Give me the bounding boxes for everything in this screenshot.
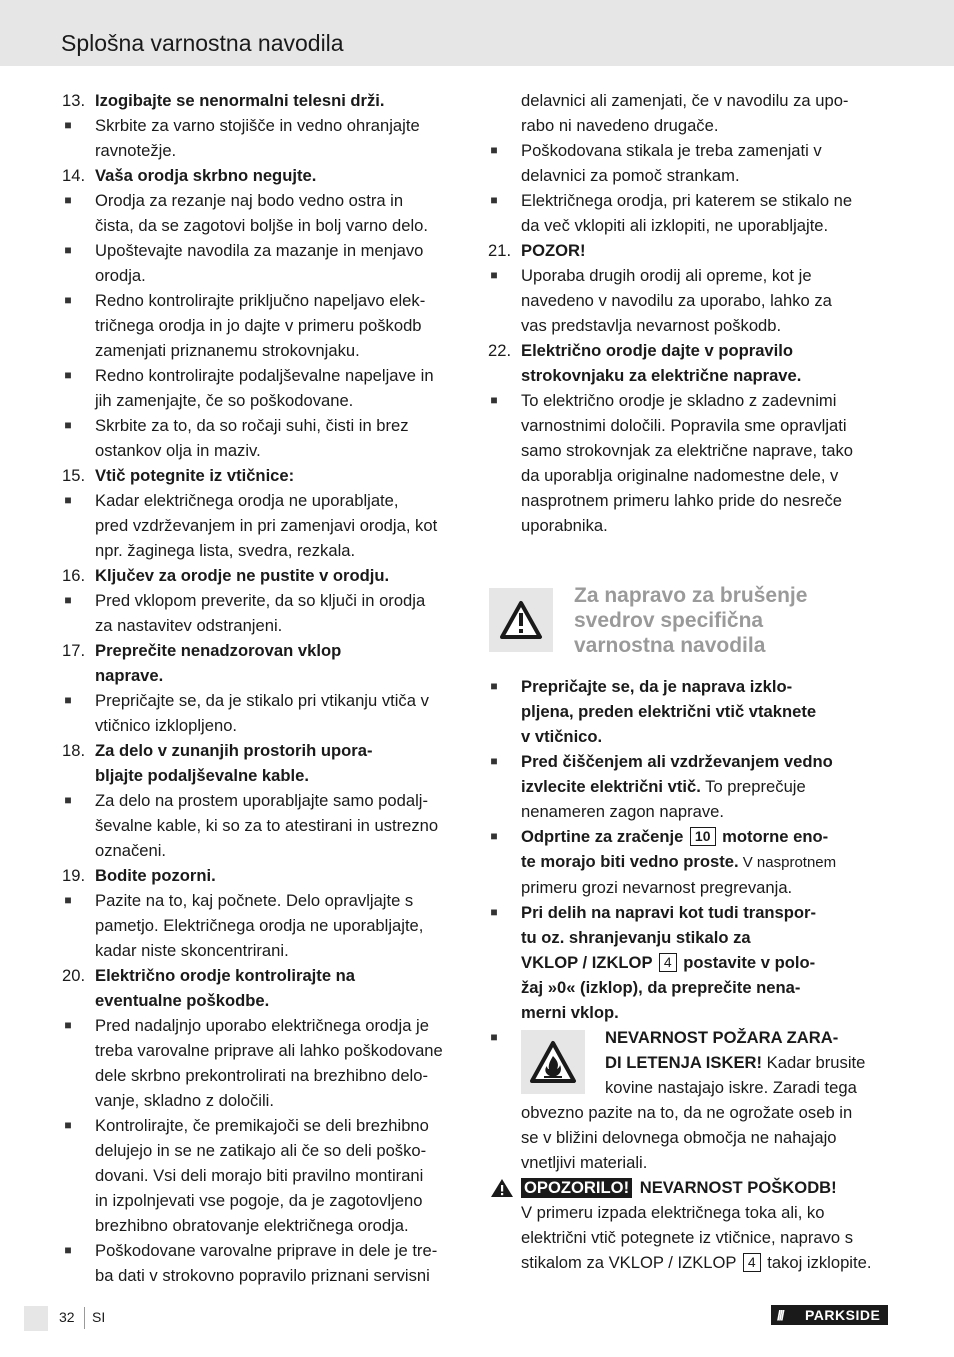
text-line: vtičnico izklopljeno. [95, 716, 238, 735]
language-code: SI [92, 1309, 106, 1325]
text-line: ba dati v strokovno popravilo priznani servisni [95, 1266, 430, 1285]
section-title-line: Za napravo za brušenje [574, 584, 808, 607]
footer-marker [24, 1306, 48, 1331]
section-title-line: varnostna navodila [574, 634, 766, 657]
text-line: Pazite na to, kaj počnete. Delo opravljajte s [95, 891, 414, 910]
text-line: Ključev za orodje ne pustite v orodju. [95, 566, 390, 585]
text-line: naprave. [95, 666, 164, 685]
text-line: varnostnimi določili. Popravila sme opravljati [521, 416, 847, 435]
list-item [488, 388, 894, 538]
numbered-heading [62, 163, 472, 188]
text-line: rabo ni navedeno drugače. [521, 116, 719, 135]
text-line: uporabnika. [521, 516, 608, 535]
text-line: To električno orodje je skladno z zadevnimi [521, 391, 837, 410]
text-line: nasprotnem primeru lahko pride do nesreče [521, 491, 842, 510]
text-line: bljajte podaljševalne kable. [95, 766, 309, 785]
text-line: jih zamenjajte, če so poškodovane. [95, 391, 354, 410]
fire-hazard-icon [529, 1040, 577, 1084]
text-line: Vtič potegnite iz vtičnice: [95, 466, 295, 485]
list-item [62, 488, 472, 563]
list-item [62, 188, 472, 238]
bullet-marker: ■ [490, 393, 498, 407]
numbered-heading [62, 963, 472, 1013]
text-line: dovani. Vsi deli morajo biti pravilno montirani [95, 1166, 424, 1185]
text-line: zamenjati priznanemu strokovnjaku. [95, 341, 360, 360]
text-line: samo strokovnjak za električne naprave, tako [521, 441, 854, 460]
list-item [488, 88, 894, 138]
bullet-marker: ■ [64, 893, 72, 907]
bullet-marker: ■ [490, 905, 498, 919]
text-line: Skrbite za to, da so ročaji suhi, čisti in brez [95, 416, 409, 435]
text-line: Orodja za rezanje naj bodo vedno ostra in [95, 191, 404, 210]
text-line: ostankov olja in maziv. [95, 441, 261, 460]
text-line: brezhibno obratovanje električnega orodja. [95, 1216, 409, 1235]
text-line: Električno orodje dajte v popravilo [521, 341, 794, 360]
bullet-marker: ■ [490, 754, 498, 768]
section-heading [488, 583, 894, 655]
numbered-heading [62, 638, 472, 688]
text-line: Električnega orodja, pri katerem se stikalo ne [521, 191, 853, 210]
bullet-marker: ■ [64, 493, 72, 507]
text-line: vas predstavlja nevarnost poškodb. [521, 316, 782, 335]
item-number: 19. [62, 866, 86, 885]
text-line: in izpolnjevati vse pogoje, da je zagotovljeno [95, 1191, 423, 1210]
item-number: 17. [62, 641, 86, 660]
text-line: dele skrbno prekontrolirati na brezhibno delo- [95, 1066, 428, 1085]
text-line: da uporablja originalne nadomestne dele, v [521, 466, 839, 485]
bullet-marker: ■ [64, 1018, 72, 1032]
text-line: da več vklopiti ali izklopiti, ne uporabljajte. [521, 216, 829, 235]
text-line: čista, da se zagotovi boljše in bolj varno delo. [95, 216, 428, 235]
bullet-marker: ■ [490, 679, 498, 693]
list-item [488, 263, 894, 338]
part-reference: 4 [659, 953, 677, 972]
bullet-marker: ■ [64, 693, 72, 707]
text-line: Za delo v zunanjih prostorih upora- [95, 741, 373, 760]
section-title [574, 583, 894, 658]
text-line: kadar niste skoncentrirani. [95, 941, 289, 960]
numbered-heading [62, 88, 472, 113]
warning-badge: OPOZORILO! [521, 1178, 632, 1198]
numbered-heading [62, 863, 472, 888]
text-line: POZOR! [521, 241, 586, 260]
text-line: tričnega orodja in jo dajte v primeru poškodb [95, 316, 422, 335]
list-item [62, 788, 472, 863]
list-item: ■ Prepričajte se, da je naprava izklo- pljena, preden električni vtič vtaknete v vtičnico. [488, 674, 894, 749]
text-line: ravnotežje. [95, 141, 177, 160]
list-item [488, 138, 894, 188]
text-line: Vaša orodja skrbno negujte. [95, 166, 317, 185]
item-number: 22. [488, 341, 512, 360]
bullet-marker: ■ [490, 1030, 498, 1044]
list-item: ■ Pri delih na napravi kot tudi transpor- tu oz. shranjevanju stikalo za VKLOP / IZKLOP 4 postavite v polo- žaj »0« (izklop), da preprečite nena- merni vklop. [488, 900, 894, 1025]
page-title: Splošna varnostna navodila [61, 30, 344, 56]
part-reference: 10 [690, 827, 716, 846]
footer-divider [84, 1307, 85, 1329]
item-number: 20. [62, 966, 86, 985]
list-item [62, 1238, 472, 1288]
item-number: 15. [62, 466, 86, 485]
text-line: delavnici za pomoč strankam. [521, 166, 740, 185]
text-line: Poškodovane varovalne priprave in dele je tre- [95, 1241, 438, 1260]
text-line: Pred nadaljnjo uporabo električnega orodja je [95, 1016, 429, 1035]
text-line: označeni. [95, 841, 167, 860]
numbered-heading [488, 238, 894, 263]
text-line: Pred vklopom preverite, da so ključi in orodja [95, 591, 426, 610]
page-header [0, 0, 954, 66]
text-line: strokovnjaku za električne naprave. [521, 366, 802, 385]
bullet-marker: ■ [64, 193, 72, 207]
text-line: Kontrolirajte, če premikajoči se deli brezhibno [95, 1116, 429, 1135]
text-line: Za delo na prostem uporabljajte samo podalj- [95, 791, 428, 810]
list-item [62, 363, 472, 413]
right-column-list [488, 88, 894, 538]
numbered-heading [62, 738, 472, 788]
list-item: ■ Odprtine za zračenje 10 motorne eno- te morajo biti vedno proste. V nasprotnem primeru grozi nevarnost pregrevanja. [488, 824, 894, 900]
text-line: orodja. [95, 266, 146, 285]
list-item: ■ Pred čiščenjem ali vzdrževanjem vedno izvlecite električni vtič. To preprečuje nenameren zagon naprave. [488, 749, 894, 824]
bullet-marker: ■ [64, 793, 72, 807]
text-line: Prepričajte se, da je stikalo pri vtikanju vtiča v [95, 691, 429, 710]
fire-icon-box [521, 1030, 585, 1094]
list-item [62, 238, 472, 288]
item-number: 21. [488, 241, 512, 260]
text-line: delujejo in se ne zatikajo ali če so deli poško- [95, 1141, 427, 1160]
list-item [488, 188, 894, 238]
warning-icon-box [489, 588, 553, 652]
item-number: 14. [62, 166, 86, 185]
item-number: 13. [62, 91, 86, 110]
bullet-marker: ■ [64, 1243, 72, 1257]
text-line: za nastavitev odstranjeni. [95, 616, 283, 635]
bullet-marker: ■ [64, 368, 72, 382]
warning-triangle-icon [499, 600, 543, 640]
warning-notice: OPOZORILO! NEVARNOST POŠKODB! V primeru izpada električnega toka ali, ko električni vtič potegnete iz vtičnice, napravo s stikalom za VKLOP / IZKLOP 4 takoj izklopite. [488, 1175, 894, 1275]
bullet-marker: ■ [64, 418, 72, 432]
section-title-line: svedrov specifična [574, 609, 764, 632]
text-line: Upoštevajte navodila za mazanje in menjavo [95, 241, 424, 260]
text-line: vanje, skladno z določili. [95, 1091, 274, 1110]
text-line: Uporaba drugih orodij ali opreme, kot je [521, 266, 812, 285]
bullet-marker: ■ [490, 268, 498, 282]
list-item [62, 413, 472, 463]
bullet-marker: ■ [490, 143, 498, 157]
page-number: 32 [59, 1309, 75, 1325]
left-column [62, 88, 472, 1288]
bullet-marker: ■ [64, 293, 72, 307]
text-line: navedeno v navodilu za uporabo, lahko za [521, 291, 832, 310]
text-line: Kadar električnega orodja ne uporabljate, [95, 491, 399, 510]
text-line: Skrbite za varno stojišče in vedno ohranjajte [95, 116, 420, 135]
text-line: Redno kontrolirajte priključno napeljavo elek- [95, 291, 426, 310]
text-line: Bodite pozorni. [95, 866, 216, 885]
list-item [62, 588, 472, 638]
bullet-marker: ■ [490, 829, 498, 843]
list-item: ■ NEVARNOST POŽARA ZARA- DI LETENJA ISKER! Kadar brusite kovine nastajajo iskre. Zaradi tega obvezno pazite na to, da ne ogrožate oseb in se v bližini delovnega območja ne nahajajo vnetljivi materiali. [488, 1025, 894, 1175]
text-line: npr. žaginega lista, svedra, rezkala. [95, 541, 356, 560]
item-number: 16. [62, 566, 86, 585]
text-line: pametjo. Električnega orodja ne uporabljajte, [95, 916, 424, 935]
text-line: pred vzdrževanjem in pri zamenjavi orodja, kot [95, 516, 438, 535]
list-item [62, 288, 472, 363]
brand-logo: /// PARKSIDE [771, 1305, 888, 1325]
text-line: ševalne kable, ki so za to atestirani in ustrezno [95, 816, 439, 835]
numbered-heading [488, 338, 894, 388]
numbered-heading [62, 463, 472, 488]
text-line: Izogibajte se nenormalni telesni drži. [95, 91, 385, 110]
list-item [62, 888, 472, 963]
list-item [62, 1013, 472, 1113]
bullet-marker: ■ [64, 1118, 72, 1132]
text-line: eventualne poškodbe. [95, 991, 270, 1010]
text-line: delavnici ali zamenjati, če v navodilu za upo- [521, 91, 849, 110]
bullet-marker: ■ [64, 118, 72, 132]
list-item [62, 113, 472, 163]
item-number: 18. [62, 741, 86, 760]
bullet-marker: ■ [490, 193, 498, 207]
right-column [488, 88, 894, 1275]
text-line: Poškodovana stikala je treba zamenjati v [521, 141, 822, 160]
numbered-heading [62, 563, 472, 588]
part-reference: 4 [743, 1253, 761, 1272]
text-line: Redno kontrolirajte podaljševalne napeljave in [95, 366, 434, 385]
text-line: Električno orodje kontrolirajte na [95, 966, 356, 985]
warning-triangle-icon [490, 1178, 514, 1198]
bullet-marker: ■ [64, 593, 72, 607]
text-line: Preprečite nenadzorovan vklop [95, 641, 342, 660]
text-line: treba varovalne priprave ali lahko poškodovane [95, 1041, 443, 1060]
bullet-marker: ■ [64, 243, 72, 257]
list-item [62, 688, 472, 738]
list-item [62, 1113, 472, 1238]
